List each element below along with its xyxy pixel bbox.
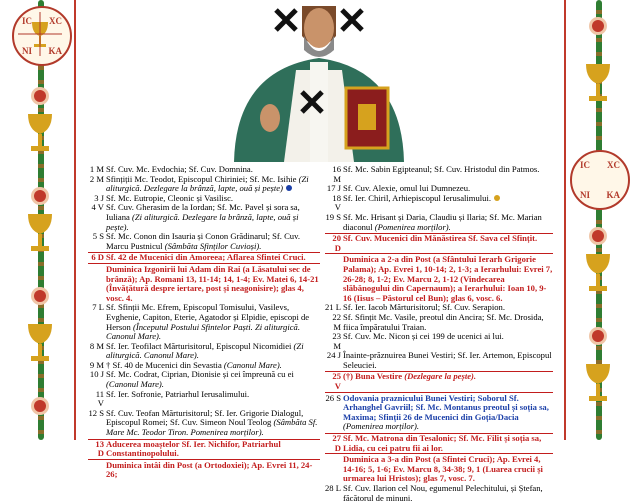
entry-text bbox=[106, 390, 320, 409]
entry-date: 13 D bbox=[95, 438, 104, 459]
entry-date: 2 M bbox=[89, 173, 104, 184]
medallion-xc: XC bbox=[49, 16, 62, 26]
entry-main-text: Sf. Cuv. Mucenici din Mănăstirea Sf. Sava cel Sfințit. bbox=[343, 233, 538, 244]
entry-date: 17 J bbox=[326, 183, 341, 194]
entry-date: 5 S bbox=[92, 231, 104, 242]
calendar-entry bbox=[88, 390, 320, 409]
entry-main-text: Sf. Mc. Eutropie, Cleonic și Vasilisc. bbox=[106, 192, 234, 203]
entry-text bbox=[343, 372, 553, 391]
calendar-entry bbox=[88, 232, 320, 251]
entry-date: 4 V bbox=[91, 202, 104, 213]
calendar-entry bbox=[325, 213, 553, 232]
entry-main-text: Sf. Ier. Iacob Mărturisitorul; Sf. Cuv. Serapion. bbox=[343, 302, 505, 313]
entry-text bbox=[106, 175, 320, 194]
entry-main-text: Sf. Cuv. Ilarion cel Nou, egumenul Pelechitului, și Ștefan, făcătorul de minuni. bbox=[343, 483, 543, 503]
entry-text bbox=[106, 440, 320, 459]
right-ornamental-border bbox=[558, 0, 640, 440]
entry-note: (Zi aliturgică. Dezlegare la brânză, lapte, ouă și pește) bbox=[106, 173, 309, 194]
calendar-entry bbox=[325, 332, 553, 351]
calendar-entry bbox=[88, 439, 320, 460]
entry-main-text: Sf. Mc. Matrona din Tesalonic; Sf. Mc. Filit și soția sa, Lidia, cu cei patru fii ai lor. bbox=[343, 433, 542, 453]
calendar-entry bbox=[88, 409, 320, 438]
entry-main-text: Sf. Cuv. Alexie, omul lui Dumnezeu. bbox=[343, 183, 471, 194]
entry-date: 27 D bbox=[332, 433, 341, 453]
calendar-entry bbox=[325, 165, 553, 184]
medallion-ni: NI bbox=[580, 190, 591, 200]
calendar-entry bbox=[88, 461, 320, 480]
entry-note: (Pomenirea morților). bbox=[343, 421, 420, 432]
entry-main-text: Sf. Mc. Hrisant și Daria, Claudiu și Ilaria; Sf. Mc. Marian diaconul bbox=[343, 211, 542, 232]
entry-text bbox=[106, 342, 320, 361]
entry-main-text: Sf. Mc. Sabin Egipteanul; Sf. Cuv. Hristodul din Patmos. bbox=[343, 164, 540, 174]
entry-date bbox=[88, 265, 106, 303]
calendar-content bbox=[88, 164, 553, 503]
flower-ornament bbox=[34, 90, 46, 102]
flower-ornament bbox=[592, 20, 604, 32]
entry-main-text: Odovania praznicului Bunei Vestiri; Soborul Sf. Arhanghel Gavriil; Sf. Mc. Montanus preotul și soția sa, Maxima; Sfinții 26 de Mucenici din Goția/Dacia bbox=[343, 392, 549, 422]
left-ornamental-border bbox=[0, 0, 82, 440]
medallion-ka: KA bbox=[48, 46, 62, 56]
entry-text bbox=[343, 165, 553, 184]
entry-text bbox=[106, 203, 320, 232]
border-line bbox=[564, 0, 566, 440]
entry-date: 24 J bbox=[326, 350, 341, 361]
chalice-icon bbox=[22, 210, 58, 256]
calendar-entry bbox=[325, 351, 553, 370]
chalice-icon bbox=[580, 60, 616, 106]
entry-text bbox=[343, 194, 553, 213]
calendar-entry bbox=[88, 175, 320, 194]
christogram-medallion-left bbox=[12, 6, 72, 66]
flower-ornament bbox=[34, 190, 46, 202]
entry-date: 23 M bbox=[332, 331, 341, 351]
entry-note: (Zi aliturgică. Dezlegare la brânză, lapte, ouă și pește). bbox=[106, 211, 299, 232]
calendar-entry bbox=[325, 484, 553, 503]
entry-text bbox=[343, 213, 553, 232]
calendar-column-right bbox=[325, 165, 553, 503]
entry-main-text: Înainte-prăznuirea Bunei Vestiri; Sf. Ier. Artemon, Episcopul Seleuciei. bbox=[343, 350, 552, 370]
entry-note: (Canonul Mare). bbox=[106, 379, 164, 390]
entry-main-text: Sf. Sfințit Mc. Vasile, preotul din Ancira; Sf. Mc. Drosida, fiica împăratului Traian. bbox=[343, 311, 544, 332]
calendar-entry bbox=[325, 255, 553, 303]
entry-date: 19 S bbox=[325, 211, 341, 222]
border-line bbox=[74, 0, 76, 440]
chalice-icon bbox=[22, 320, 58, 366]
medallion-xc: XC bbox=[607, 160, 620, 170]
entry-date bbox=[88, 461, 106, 480]
entry-text bbox=[106, 409, 320, 438]
medallion-ic: IC bbox=[580, 160, 591, 170]
entry-main-text: Sf. Cuv. Mc. Evdochia; Sf. Cuv. Domnina. bbox=[106, 164, 253, 174]
medallion-ka: KA bbox=[606, 190, 620, 200]
entry-main-text: Sf. Ier. Chiril, Arhiepiscopul Ierusalimului. bbox=[343, 192, 491, 203]
chalice-icon bbox=[580, 360, 616, 406]
entry-date: 1 M bbox=[89, 164, 104, 174]
entry-date: 10 J bbox=[89, 369, 104, 380]
entry-note: (Începutul Postului Sfintelor Paști. Zi aliturgică. Canonul Mare). bbox=[106, 321, 300, 342]
calendar-entry bbox=[88, 252, 320, 264]
entry-text bbox=[343, 234, 553, 253]
calendar-entry bbox=[88, 265, 320, 303]
entry-main-text: Sf. Cuv. Teofan Mărturisitorul; Sf. Ier. Grigorie Dialogul, Episcopul Romei; Sf. Cuv. Simeon Noul Teolog bbox=[106, 407, 304, 428]
entry-main-text: Sf. Mc. Conon din Isauria și Conon Grădinarul; Sf. Cuv. Marcu Pustnicul bbox=[106, 231, 300, 251]
entry-main-text: Sf. Cuv. Gherasim de la Iordan; Sf. Mc. Pavel și sora sa, Iuliana bbox=[106, 202, 300, 222]
entry-note: (Sâmbăta Sf. Mare Mc. Teodor Tiron. Pomenirea morților). bbox=[106, 417, 318, 438]
flower-ornament bbox=[34, 400, 46, 412]
chalice-icon bbox=[580, 250, 616, 296]
entry-main-text: (†) Buna Vestire bbox=[343, 371, 403, 382]
entry-text bbox=[106, 303, 320, 341]
calendar-entry bbox=[88, 303, 320, 341]
entry-main-text: Sf. 42 de Mucenici din Amoreea; Aflarea Sfintei Cruci. bbox=[106, 252, 306, 263]
entry-date: 22 M bbox=[332, 311, 341, 332]
entry-text bbox=[343, 351, 553, 370]
entry-text bbox=[106, 370, 320, 389]
entry-text bbox=[343, 255, 553, 303]
entry-main-text: Sf. Cuv. Mc. Nicon și cei 199 de ucenici ai lui. bbox=[343, 331, 504, 342]
calendar-entry bbox=[325, 433, 553, 454]
flower-ornament bbox=[592, 230, 604, 242]
entry-main-text: † Sf. 40 de Mucenici din Sevastia bbox=[106, 359, 222, 370]
entry-note: (Canonul Mare). bbox=[221, 359, 282, 370]
calendar-entry bbox=[325, 394, 553, 432]
entry-text bbox=[106, 232, 320, 251]
entry-date bbox=[325, 255, 343, 303]
entry-text bbox=[343, 455, 553, 484]
entry-date: 28 L bbox=[325, 483, 341, 493]
chalice-icon bbox=[22, 110, 58, 156]
calendar-entry bbox=[325, 194, 553, 213]
entry-date: 21 L bbox=[325, 302, 341, 313]
entry-main-text: Sf. Mc. Codrat, Ciprian, Dionisie și cei împreună cu ei bbox=[106, 369, 294, 380]
entry-date: 12 S bbox=[88, 407, 104, 418]
entry-text bbox=[343, 332, 553, 351]
entry-main-text: Duminica întâi din Post (a Ortodoxiei); Ap. Evrei 11, 24-26; bbox=[106, 459, 313, 480]
entry-main-text: Duminica a 3-a din Post (a Sfintei Cruci); Ap. Evrei 4, 14-16; 5, 1-6; Ev. Marcu 8, 34-38; 9, 1 (Luarea crucii și urmarea lui Hristos); glas 7, vosc. 7. bbox=[343, 454, 543, 484]
entry-main-text: Sf. Ier. Sofronie, Patriarhul Ierusalimului. bbox=[106, 388, 250, 399]
entry-note: (Zi aliturgică. Canonul Mare). bbox=[106, 340, 304, 361]
entry-main-text: Sf. Sfinții Mc. Efrem, Episcopul Tomisului, Vasilevs, Evghenie, Capiton, Eterie, Agatodor și Elpidie, episcopi de Herson bbox=[106, 302, 310, 332]
christogram-medallion-right bbox=[570, 150, 630, 210]
calendar-entry bbox=[325, 233, 553, 254]
entry-main-text: Sfințiții Mc. Teodot, Episcopul Chiriniei; Sf. Mc. Isihie bbox=[106, 173, 297, 184]
calendar-entry bbox=[88, 370, 320, 389]
calendar-entry bbox=[325, 371, 553, 392]
entry-date: 26 S bbox=[325, 392, 341, 403]
entry-date: 25 V bbox=[332, 371, 341, 392]
colored-dot-icon bbox=[286, 185, 292, 191]
entry-date: 6 D bbox=[91, 252, 104, 263]
entry-date: 9 M bbox=[89, 359, 104, 370]
saint-icon-illustration bbox=[206, 0, 432, 162]
calendar-entry bbox=[88, 203, 320, 232]
entry-date: 20 D bbox=[332, 233, 341, 253]
entry-text bbox=[343, 394, 553, 432]
calendar-entry bbox=[325, 455, 553, 484]
medallion-ic: IC bbox=[22, 16, 33, 26]
flower-ornament bbox=[592, 330, 604, 342]
entry-text bbox=[106, 265, 320, 303]
entry-text bbox=[106, 461, 320, 480]
entry-date: 8 M bbox=[89, 340, 104, 351]
entry-date: 18 V bbox=[332, 192, 341, 213]
flower-ornament bbox=[34, 290, 46, 302]
calendar-column-left bbox=[88, 165, 320, 480]
entry-main-text: Duminica a 2-a din Post (a Sfântului Ierarh Grigorie Palama); Ap. Evrei 1, 10-14; 2, 1-3; a Ierarhului: Evrei 7, 26-28; 8, 1-2; Ev. Marcu 2, 1-12 (Vindecarea slăbănogului din Capernaum); a Ierarhului: Ioan 10, 9-16 (Iisus – Păstorul cel Bun); glas 6, vosc. 6. bbox=[343, 254, 553, 303]
entry-date bbox=[325, 455, 343, 484]
entry-main-text: Duminica Izgonirii lui Adam din Rai (a Lăsatului sec de brânză); Ap. Romani 13, 11-14; 14, 1-4; Ev. Matei 6, 14-21 (Învățătură despre iertare, post și neagonisire); glas 4, vosc. 4. bbox=[106, 263, 319, 303]
chalice-icon bbox=[12, 6, 68, 62]
entry-text bbox=[343, 484, 553, 503]
entry-note: (Sâmbăta Sfinților Cuvioși). bbox=[162, 240, 262, 251]
entry-date: 16 M bbox=[332, 164, 341, 184]
medallion-ni: NI bbox=[22, 46, 33, 56]
entry-note: (Pomenirea morților). bbox=[372, 221, 451, 232]
entry-main-text: Aducerea moaștelor Sf. Ier. Nichifor, Patriarhul Constantinopolului. bbox=[106, 438, 281, 459]
entry-text bbox=[106, 253, 320, 263]
calendar-entry bbox=[88, 342, 320, 361]
entry-note: (Dezlegare la pește). bbox=[402, 371, 477, 382]
entry-text bbox=[343, 313, 553, 332]
entry-text bbox=[343, 434, 553, 453]
colored-dot-icon bbox=[494, 195, 500, 201]
entry-date: 7 L bbox=[92, 302, 104, 313]
entry-date: 11 V bbox=[95, 388, 104, 409]
calendar-entry bbox=[325, 313, 553, 332]
entry-date: 3 J bbox=[94, 192, 104, 203]
entry-main-text: Sf. Ier. Teofilact Mărturisitorul, Episcopul Nicomidiei bbox=[106, 340, 292, 351]
